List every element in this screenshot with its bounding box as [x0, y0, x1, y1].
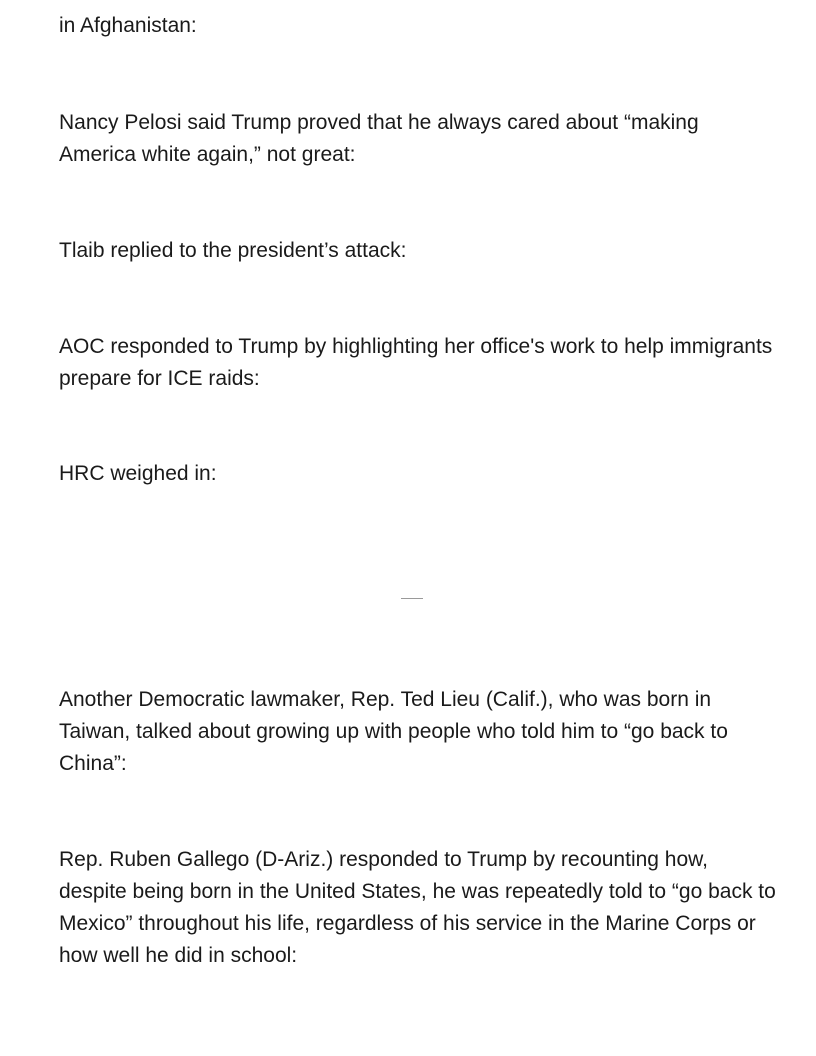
paragraph-pelosi: Nancy Pelosi said Trump proved that he always cared about “making America white again,” not great:	[59, 111, 699, 166]
paragraph-aoc: AOC responded to Trump by highlighting her office's work to help immigrants prepare for ICE raids:	[59, 335, 773, 390]
paragraph-lieu: Another Democratic lawmaker, Rep. Ted Lieu (Calif.), who was born in Taiwan, talked about growing up with people who told him to “go back to China”:	[59, 688, 728, 775]
paragraph-tlaib: Tlaib replied to the president’s attack:	[59, 239, 407, 262]
paragraph-hrc: HRC weighed in:	[59, 462, 217, 485]
section-divider	[401, 598, 423, 599]
paragraph-gallego: Rep. Ruben Gallego (D-Ariz.) responded to Trump by recounting how, despite being born in the United States, he was repeatedly told to “go back to Mexico” throughout his life, regardless of his service in the Marine Corps or how well he did in school:	[59, 848, 776, 967]
paragraph-afghanistan: in Afghanistan:	[59, 14, 197, 37]
